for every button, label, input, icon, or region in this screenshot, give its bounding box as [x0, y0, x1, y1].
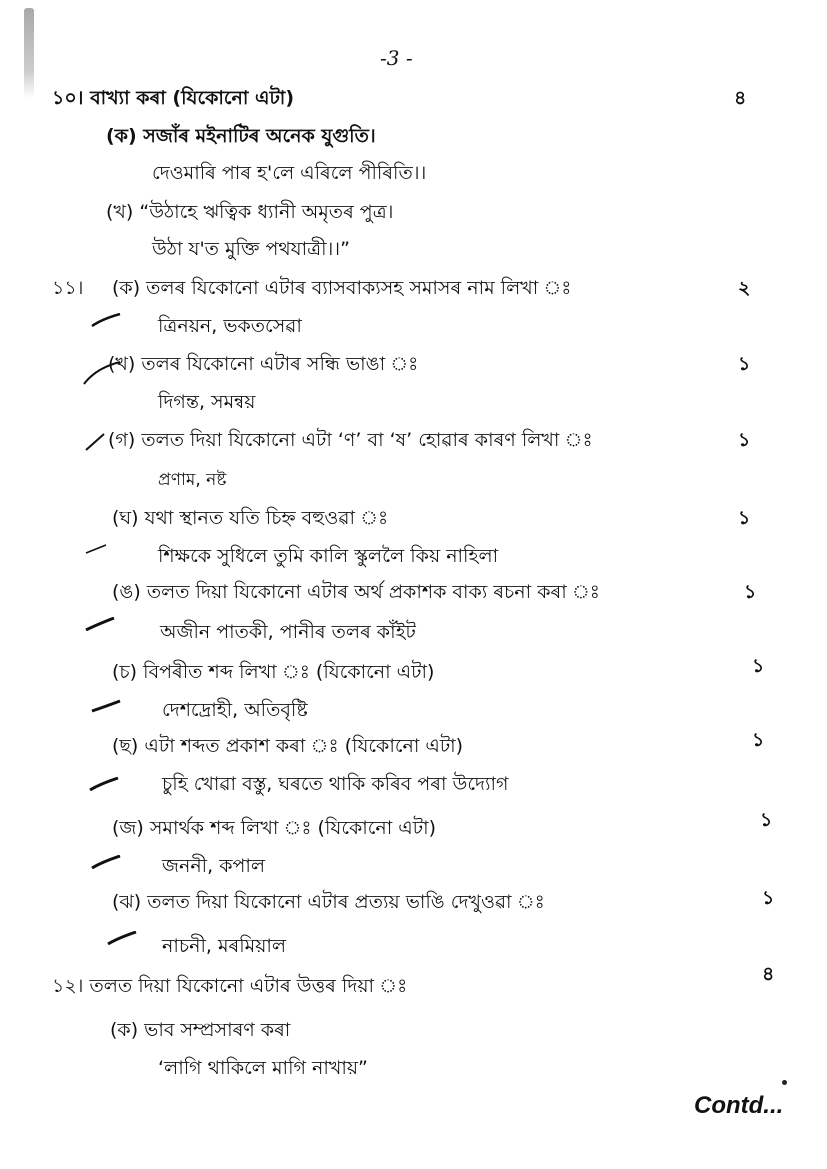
check-mark-icon: [84, 432, 106, 452]
q11-cha-label: (চ): [112, 661, 138, 683]
q10-heading: ১০। বাখ্যা কৰা (যিকোনো এটা): [52, 87, 295, 109]
q11-chha-label: (ছ): [112, 735, 139, 757]
q11-ga-label: (গ): [108, 429, 136, 451]
q11-chha-instruction: [112, 734, 463, 758]
q11-chha-words: চুহি খোৱা বস্তু, ঘৰতে থাকি কৰিব পৰা উদ্যোগ: [162, 773, 509, 795]
q11-nga-label: (ঙ): [112, 581, 141, 603]
check-mark-icon: [88, 776, 122, 790]
check-mark-icon: [84, 616, 118, 630]
scan-artifact: [24, 8, 34, 98]
q12-ka-quote: ‘লাগি থাকিলে মাগি নাখায়”: [158, 1057, 368, 1079]
check-mark-icon: [106, 930, 140, 944]
q11-ka-label: (ক): [112, 277, 141, 299]
q11-ja-instruction: [112, 816, 436, 840]
q11-jha-label: (ঝ): [112, 891, 142, 913]
q11-gha-instruction: [112, 506, 388, 530]
q11-gha-marks: ১: [738, 507, 751, 529]
page-number: -3 -: [380, 46, 413, 70]
q10-ka-line2: দেওমাৰি পাৰ হ'লে এৰিলে পীৰিতি।।: [152, 162, 427, 184]
check-mark-icon: [82, 360, 122, 386]
q11-jha-text: তলত দিয়া যিকোনো এটাৰ প্ৰত্যয় ভাঙি দেখুওৱা ঃ: [147, 891, 545, 913]
check-mark-icon: [84, 540, 108, 552]
q11-nga-text: তলত দিয়া যিকোনো এটাৰ অৰ্থ প্ৰকাশক বাক্য ৰচনা কৰা ঃ: [146, 581, 600, 603]
q11-jha-marks: ১: [762, 887, 775, 909]
q11-ga-instruction: [108, 428, 593, 452]
q11-nga-words: অজীন পাতকী, পানীৰ তলৰ কাঁইট: [160, 621, 416, 643]
q12-heading: ১২। তলত দিয়া যিকোনো এটাৰ উত্তৰ দিয়া ঃ: [52, 975, 408, 997]
q11-jha-instruction: [112, 890, 545, 914]
q11-gha-label: (ঘ): [112, 507, 139, 529]
check-mark-icon: [90, 312, 124, 326]
ink-dot: [782, 1080, 787, 1085]
q12-ka-text: ভাব সম্প্ৰসাৰণ কৰা: [144, 1019, 291, 1041]
check-mark-icon: [90, 698, 124, 712]
q11-ga-text: তলত দিয়া যিকোনো এটা ‘ণ’ বা ‘ষ’ হোৱাৰ কাৰণ লিখা ঃ: [141, 429, 593, 451]
q11-number: ১১।: [52, 277, 84, 299]
q11-ka-text: তলৰ যিকোনো এটাৰ ব্যাসবাক্যসহ সমাসৰ নাম লিখা ঃ: [146, 277, 572, 299]
q11-ka-marks: ২: [738, 277, 751, 299]
q12-ka-instruction: [110, 1018, 290, 1042]
q11-ja-marks: ১: [760, 809, 773, 831]
q11-kha-label: (খ): [108, 353, 136, 375]
q10-ka-line1: [106, 124, 376, 148]
q11-kha-marks: ১: [738, 353, 751, 375]
q11-nga-marks: ১: [744, 581, 757, 603]
q10-kha-line1: [106, 200, 393, 224]
q11-gha-words: শিক্ষকে সুধিলে তুমি কালি স্কুললৈ কিয় নাহিলা: [158, 545, 499, 567]
q11-cha-words: দেশদ্ৰোহী, অতিবৃষ্টি: [162, 699, 308, 721]
continued-label: Contd...: [694, 1092, 784, 1119]
q11-chha-text: এটা শব্দত প্ৰকাশ কৰা ঃ (যিকোনো এটা): [144, 735, 464, 757]
q11-jha-words: নাচনী, মৰমিয়াল: [162, 935, 287, 957]
q11-ja-text: সমাৰ্থক শব্দ লিখা ঃ (যিকোনো এটা): [149, 817, 437, 839]
q11-kha-words: দিগন্ত, সমন্বয়: [158, 391, 256, 413]
q12-marks: ৪: [762, 963, 775, 985]
q10-kha-line2: উঠা য'ত মুক্তি পথযাত্ৰী।।”: [152, 238, 350, 260]
q12-ka-label: (ক): [110, 1019, 139, 1041]
q11-cha-instruction: [112, 660, 434, 684]
q11-cha-marks: ১: [752, 655, 765, 677]
q10-kha-text: “উঠাহে ঋত্বিক ধ্যানী অমৃতৰ পুত্ৰ।: [139, 201, 394, 223]
q11-cha-text: বিপৰীত শব্দ লিখা ঃ (যিকোনো এটা): [143, 661, 435, 683]
check-mark-icon: [90, 854, 124, 868]
q10-ka-label: (ক): [106, 125, 137, 147]
q11-ka-instruction: [112, 276, 571, 300]
q10-ka-text: সজাঁৰ মইনাটিৰ অনেক যুগুতি।: [143, 125, 376, 147]
q10-kha-label: (খ): [106, 201, 134, 223]
q11-gha-text: যথা স্থানত যতি চিহ্ন বহুওৱা ঃ: [144, 507, 389, 529]
q11-ja-words: জননী, কপাল: [162, 855, 266, 877]
q11-ka-words: ত্ৰিনয়ন, ভকতসেৱা: [158, 315, 302, 337]
q11-ga-words: প্ৰণাম, নষ্ট: [158, 470, 227, 490]
q10-marks: ৪: [734, 87, 747, 109]
q11-chha-marks: ১: [752, 729, 765, 751]
q11-kha-instruction: [108, 352, 418, 376]
q11-nga-instruction: [112, 580, 600, 604]
q11-ga-marks: ১: [738, 429, 751, 451]
q11-ja-label: (জ): [112, 817, 144, 839]
q11-kha-text: তলৰ যিকোনো এটাৰ সন্ধি ভাঙা ঃ: [141, 353, 419, 375]
